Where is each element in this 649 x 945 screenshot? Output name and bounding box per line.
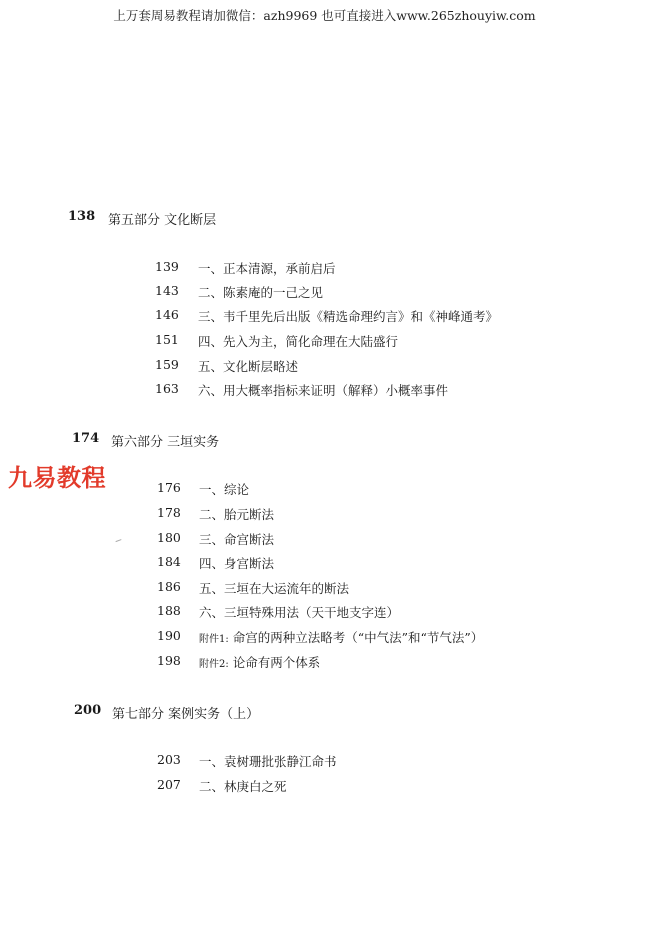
entry-title: 二、胎元断法: [199, 507, 275, 522]
entry-title: 一、袁树珊批张静江命书: [199, 754, 337, 769]
part-page-number: 138: [68, 209, 96, 224]
entry-title: 五、三垣在大运流年的断法: [199, 581, 350, 596]
entry-page-number: 178: [157, 505, 181, 520]
entry-title: 五、文化断层略述: [198, 359, 299, 374]
entry-title: 六、三垣特殊用法（天干地支字连）: [199, 605, 400, 620]
entry-title: 二、林庚白之死: [199, 779, 287, 794]
entry-title: 四、先入为主，简化命理在大陆盛行: [198, 334, 399, 349]
entry-title: 一、正本清源，承前启后: [198, 261, 336, 276]
entry-page-number: 188: [157, 603, 181, 618]
entry-title: [199, 653, 320, 671]
entry-page-number: 184: [157, 554, 181, 569]
entry-page-number: 163: [155, 381, 179, 396]
entry-title: 三、命宫断法: [199, 532, 275, 547]
entry-page-number: 180: [157, 530, 181, 545]
part-page-number: 200: [74, 703, 102, 718]
appendix-label: 附件1:: [199, 634, 229, 645]
page-header-banner: 上万套周易教程请加微信：azh9969 也可直接进入www.265zhouyiw.com: [113, 8, 536, 23]
entry-title: 二、陈素庵的一己之见: [198, 285, 324, 300]
appendix-title: 论命有两个体系: [232, 655, 321, 670]
entry-page-number: 207: [157, 777, 181, 792]
entry-title: 四、身宫断法: [199, 556, 275, 571]
entry-page-number: 190: [157, 628, 181, 643]
entry-title: 六、用大概率指标来证明（解释）小概率事件: [198, 383, 449, 398]
entry-title: 一、综论: [199, 482, 250, 497]
part-title: 第五部分 文化断层: [108, 213, 217, 228]
entry-page-number: 146: [155, 307, 179, 322]
entry-page-number: 159: [155, 357, 179, 372]
appendix-label: 附件2:: [199, 659, 229, 670]
watermark-logo: 九易教程: [8, 464, 106, 492]
entry-title: 三、韦千里先后出版《精选命理约言》和《神峰通考》: [198, 309, 499, 324]
entry-page-number: 198: [157, 653, 181, 668]
part-title: 第六部分 三垣实务: [111, 435, 220, 450]
entry-page-number: 203: [157, 752, 181, 767]
scan-mark: [115, 539, 122, 545]
entry-page-number: 143: [155, 283, 179, 298]
entry-page-number: 186: [157, 579, 181, 594]
part-page-number: 174: [72, 431, 100, 446]
entry-title: [199, 628, 483, 646]
entry-page-number: 139: [155, 259, 179, 274]
part-title: 第七部分 案例实务（上）: [112, 707, 260, 722]
appendix-title: 命宫的两种立法略考（“中气法”和“节气法”）: [232, 630, 484, 645]
entry-page-number: 151: [155, 332, 179, 347]
entry-page-number: 176: [157, 480, 181, 495]
